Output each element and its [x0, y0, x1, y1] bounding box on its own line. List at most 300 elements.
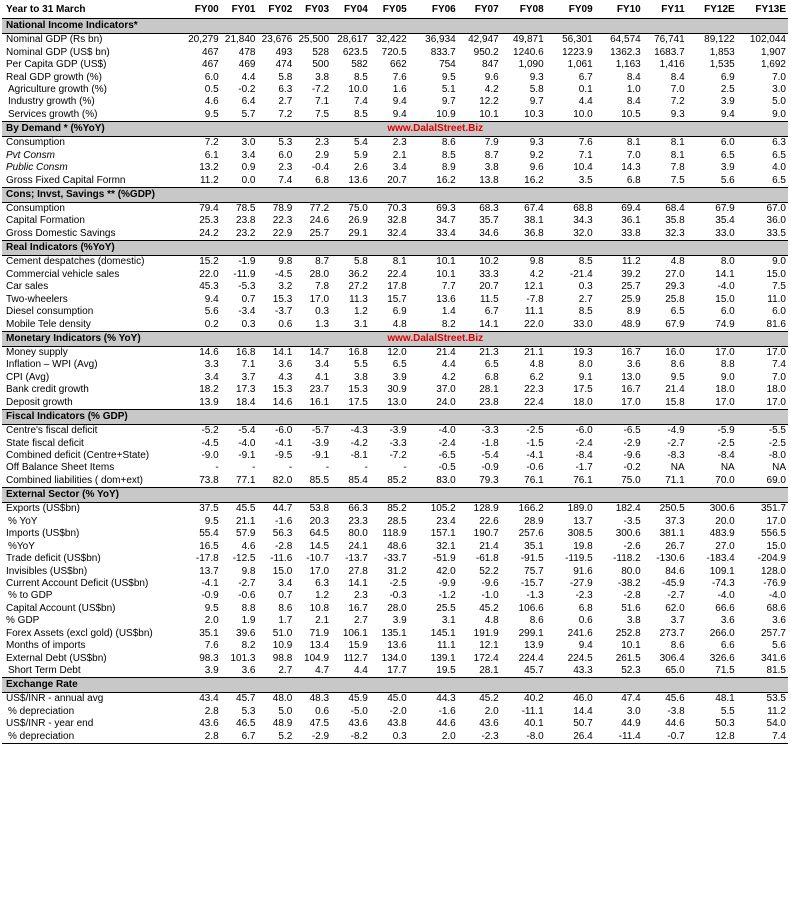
value-cell: -3.5 [623, 515, 641, 527]
value-cell: 101.3 [230, 652, 256, 664]
section-filler [184, 122, 370, 137]
value-cell: - [364, 462, 368, 474]
value-cell: 11.2 [767, 705, 786, 717]
value-cell: 36.1 [621, 215, 641, 227]
value-cell: 32.8 [387, 215, 407, 227]
value-cell: 4.8 [670, 256, 685, 268]
value-cell: -0.5 [438, 462, 456, 474]
value-cell: 10.2 [479, 256, 499, 268]
value-cell: -4.1 [526, 450, 544, 462]
value-cell: 6.8 [578, 602, 593, 614]
value-cell: -2.5 [768, 437, 786, 449]
value-cell: -2.5 [717, 437, 735, 449]
value-cell: 7.8 [670, 162, 685, 174]
value-cell: 9.4 [720, 108, 735, 120]
value-cell: 1,853 [709, 46, 735, 58]
value-cell: 50.3 [715, 718, 735, 730]
table-row [2, 215, 788, 227]
value-cell: 54.0 [766, 718, 786, 730]
value-cell: 25.5 [436, 602, 456, 614]
value-cell: 17.0 [766, 396, 786, 408]
row-label: Money supply [6, 346, 68, 358]
value-cell: -2.7 [238, 577, 256, 589]
value-cell: 257.6 [518, 528, 544, 540]
table-row [2, 615, 788, 627]
row-label: Pvt Consm [6, 149, 55, 161]
value-cell: 6.0 [772, 306, 786, 318]
value-cell: 79.4 [199, 203, 219, 215]
row-label: Consumption [6, 137, 65, 149]
row-label: Centre's fiscal deficit [6, 425, 98, 437]
row-label: Car sales [6, 281, 49, 293]
value-cell: 5.0 [772, 96, 786, 108]
value-cell: 28.9 [524, 515, 544, 527]
row-label: Deposit growth [6, 396, 73, 408]
value-cell: -9.6 [623, 450, 641, 462]
year-header: FY01 [221, 2, 258, 19]
row-label: Per Capita GDP (US$) [6, 59, 107, 71]
table-row [2, 718, 788, 730]
value-cell: 9.0 [772, 256, 786, 268]
table-row [2, 34, 788, 47]
row-label: % depreciation [8, 705, 75, 717]
value-cell: 3.2 [278, 281, 293, 293]
value-cell: 19.8 [573, 540, 593, 552]
value-cell: 44.7 [272, 503, 293, 515]
value-cell: -3.3 [389, 437, 407, 449]
table-row [2, 652, 788, 664]
value-cell: 17.3 [236, 384, 256, 396]
value-cell: 3.6 [772, 615, 786, 627]
value-cell: 5.4 [353, 137, 368, 149]
value-cell: 13.4 [309, 640, 330, 652]
value-cell: 8.5 [578, 306, 593, 318]
table-row [2, 162, 788, 174]
value-cell: 32.3 [665, 227, 685, 239]
table-row [2, 516, 788, 528]
value-cell: 12.1 [479, 640, 499, 652]
value-cell: 0.6 [578, 615, 593, 627]
value-cell: 2.5 [720, 83, 735, 95]
value-cell: 56.3 [272, 528, 293, 540]
table-body [2, 2, 788, 744]
value-cell: 15.2 [199, 256, 219, 268]
value-cell: -4.0 [438, 425, 456, 437]
value-cell: -9.0 [201, 450, 219, 462]
value-cell: 6.3 [315, 577, 330, 589]
section-filler [184, 19, 788, 34]
table-row [2, 424, 788, 437]
table-row [2, 372, 788, 384]
value-cell: 13.6 [387, 640, 407, 652]
value-cell: 52.3 [621, 665, 641, 677]
value-cell: 45.2 [479, 602, 499, 614]
value-cell: -119.5 [565, 553, 593, 565]
value-cell: 1.4 [441, 306, 456, 318]
year-header: FY05 [370, 2, 409, 19]
value-cell: 104.9 [304, 652, 330, 664]
value-cell: 8.1 [626, 137, 641, 149]
value-cell: 34.6 [479, 227, 499, 239]
value-cell: -9.5 [275, 450, 293, 462]
value-cell: 5.9 [353, 149, 368, 161]
value-cell: 720.5 [381, 46, 407, 58]
value-cell: 85.4 [348, 474, 368, 486]
row-label: Gross Domestic Savings [6, 227, 116, 239]
table-row [2, 109, 788, 122]
row-label: Mobile Tele density [6, 318, 91, 330]
value-cell: 4.8 [529, 359, 544, 371]
value-cell: 8.4 [626, 96, 641, 108]
table-row [2, 346, 788, 359]
value-cell: 9.8 [241, 565, 256, 577]
value-cell: 3.9 [720, 162, 735, 174]
value-cell: 51.0 [272, 627, 293, 639]
value-cell: 5.8 [353, 256, 368, 268]
value-cell: 2.0 [484, 705, 499, 717]
value-cell: 1.2 [353, 306, 368, 318]
value-cell: 106.1 [342, 627, 368, 639]
row-label: Combined liabilities ( dom+ext) [6, 474, 144, 486]
value-cell: 53.8 [309, 503, 330, 515]
value-cell: 5.1 [441, 83, 456, 95]
table-row [2, 71, 788, 83]
value-cell: 16.0 [665, 346, 685, 358]
value-cell: 28.1 [479, 384, 499, 396]
value-cell: 224.5 [567, 652, 593, 664]
value-cell: 1,907 [760, 46, 786, 58]
value-cell: 182.4 [615, 503, 641, 515]
value-cell: 4.4 [353, 665, 368, 677]
value-cell: 67.0 [766, 203, 786, 215]
value-cell: 13.6 [436, 293, 456, 305]
value-cell: 15.0 [715, 293, 735, 305]
section-title: Real Indicators (%YoY) [2, 241, 184, 256]
value-cell: -4.0 [768, 590, 786, 602]
value-cell: 6.9 [720, 71, 735, 83]
value-cell: 46.5 [236, 718, 256, 730]
row-label: Real GDP growth (%) [6, 71, 102, 83]
value-cell: 98.3 [199, 652, 219, 664]
value-cell: 9.4 [392, 108, 407, 120]
value-cell: 8.0 [720, 256, 735, 268]
row-label: Services growth (%) [8, 108, 98, 120]
table-row [2, 281, 788, 293]
row-label: Months of imports [6, 640, 86, 652]
value-cell: 266.0 [709, 627, 735, 639]
value-cell: 47.4 [621, 693, 641, 705]
value-cell: 190.7 [473, 528, 499, 540]
value-cell: -2.3 [575, 590, 593, 602]
table-row [2, 256, 788, 269]
value-cell: -2.4 [575, 437, 593, 449]
value-cell: 13.8 [479, 174, 499, 186]
value-cell: -13.7 [345, 553, 368, 565]
value-cell: 45.7 [524, 665, 544, 677]
value-cell: 381.1 [659, 528, 685, 540]
value-cell: 25.9 [621, 293, 641, 305]
section-header [2, 409, 788, 424]
value-cell: 3.1 [441, 615, 456, 627]
value-cell: 1.6 [392, 83, 407, 95]
value-cell: -8.3 [667, 450, 685, 462]
value-cell: 20,279 [188, 34, 219, 46]
value-cell: 6.9 [392, 306, 407, 318]
value-cell: 1240.6 [513, 46, 544, 58]
value-cell: -4.0 [238, 437, 256, 449]
value-cell: 71.1 [665, 474, 685, 486]
value-cell: -8.4 [575, 450, 593, 462]
value-cell: 33.5 [766, 227, 786, 239]
value-cell: 261.5 [615, 652, 641, 664]
value-cell: 4.6 [204, 96, 219, 108]
value-cell: 53.5 [766, 693, 786, 705]
value-cell: 6.0 [720, 306, 735, 318]
value-cell: -1.6 [275, 515, 293, 527]
section-title: Cons; Invst, Savings ** (%GDP) [2, 187, 184, 202]
value-cell: 5.8 [278, 71, 293, 83]
value-cell: 8.5 [353, 108, 368, 120]
value-cell: -5.4 [481, 450, 499, 462]
value-cell: 0.7 [241, 293, 256, 305]
value-cell: 68.3 [479, 203, 499, 215]
value-cell: 7.4 [772, 359, 786, 371]
row-label: State fiscal deficit [6, 437, 84, 449]
value-cell: 62.0 [665, 602, 685, 614]
value-cell: 5.2 [257, 731, 294, 744]
value-cell: -118.2 [613, 553, 641, 565]
row-label: Public Consm [6, 162, 68, 174]
table-row [2, 359, 788, 371]
table-row [2, 84, 788, 96]
value-cell: 6.2 [529, 371, 544, 383]
value-cell: 7.4 [353, 96, 368, 108]
value-cell: 128.0 [760, 565, 786, 577]
row-label: Agriculture growth (%) [8, 83, 107, 95]
row-label: Industry growth (%) [8, 96, 95, 108]
value-cell: 528 [312, 46, 330, 58]
value-cell: 24.2 [199, 227, 219, 239]
value-cell: 6.0 [204, 71, 219, 83]
value-cell: 20.7 [479, 281, 499, 293]
value-cell: 48.0 [272, 693, 293, 705]
section-header [2, 241, 788, 256]
value-cell: 64,574 [610, 34, 641, 46]
value-cell: 13.2 [199, 162, 219, 174]
value-cell: 250.5 [659, 503, 685, 515]
watermark: www.DalalStreet.Biz [370, 122, 501, 137]
value-cell: 847 [481, 59, 499, 71]
value-cell: -38.2 [617, 577, 641, 589]
value-cell: -2.8 [623, 590, 641, 602]
header-label: Year to 31 March [2, 2, 184, 19]
value-cell: 17.0 [621, 396, 641, 408]
value-cell: 1362.3 [610, 46, 641, 58]
value-cell: 2.7 [578, 293, 593, 305]
value-cell: 28,617 [337, 34, 368, 46]
value-cell: -6.0 [575, 425, 593, 437]
table-row [2, 59, 788, 71]
value-cell: 1,163 [615, 59, 641, 71]
year-header: FY02 [257, 2, 294, 19]
year-header: FY07 [458, 2, 501, 19]
value-cell: 6.7 [578, 71, 593, 83]
value-cell: 128.9 [473, 503, 499, 515]
value-cell: 76,741 [654, 34, 685, 46]
row-label: Short Term Debt [8, 665, 81, 677]
year-header: FY10 [595, 2, 643, 19]
value-cell: -5.3 [238, 281, 256, 293]
value-cell: 11.1 [437, 640, 456, 652]
value-cell: 2.8 [204, 705, 219, 717]
value-cell: 15.0 [766, 268, 786, 280]
section-header [2, 678, 788, 693]
value-cell: 9.3 [670, 108, 685, 120]
table-row [2, 150, 788, 162]
value-cell: 8.9 [626, 306, 641, 318]
value-cell: 10.1 [479, 108, 499, 120]
value-cell: 27.2 [348, 281, 368, 293]
value-cell: 308.5 [567, 528, 593, 540]
value-cell: 16.8 [236, 346, 256, 358]
value-cell: 3.0 [772, 83, 786, 95]
value-cell: - [288, 462, 293, 474]
year-header: FY13E [737, 2, 788, 19]
value-cell: 5.3 [241, 705, 256, 717]
value-cell: 9.0 [720, 371, 735, 383]
value-cell: 17.0 [309, 565, 330, 577]
value-cell: 43.8 [387, 718, 407, 730]
value-cell: 4.4 [441, 359, 456, 371]
value-cell: 191.9 [473, 627, 499, 639]
value-cell: 16.1 [309, 396, 330, 408]
value-cell: 8.7 [315, 256, 330, 268]
value-cell: 7.9 [484, 137, 499, 149]
row-label: Invisibles (US$bn) [6, 565, 88, 577]
value-cell: -2.9 [294, 731, 331, 744]
value-cell: 3.6 [720, 615, 735, 627]
value-cell: 26.7 [665, 540, 685, 552]
value-cell: 35.1 [524, 540, 544, 552]
value-cell: 83.0 [436, 474, 456, 486]
value-cell: 34.7 [436, 215, 456, 227]
value-cell: 1,692 [760, 59, 786, 71]
value-cell: 4.8 [484, 615, 499, 627]
value-cell: 662 [390, 59, 407, 71]
value-cell: 582 [351, 59, 368, 71]
value-cell: 9.3 [529, 71, 544, 83]
value-cell: NA [772, 462, 786, 474]
value-cell: 71.9 [309, 627, 330, 639]
value-cell: 48.1 [715, 693, 735, 705]
value-cell: 17.0 [309, 293, 330, 305]
value-cell: 483.9 [709, 528, 735, 540]
row-label: Cement despatches (domestic) [6, 256, 145, 268]
value-cell: 45.2 [479, 693, 499, 705]
value-cell: 13.9 [524, 640, 544, 652]
value-cell: 3.6 [241, 665, 256, 677]
value-cell: 22.4 [387, 268, 407, 280]
value-cell: -4.1 [201, 577, 219, 589]
value-cell: -11.4 [595, 731, 643, 744]
value-cell: 4.7 [315, 665, 330, 677]
value-cell: 81.5 [766, 665, 786, 677]
value-cell: 6.8 [484, 371, 499, 383]
value-cell: - [215, 462, 219, 474]
value-cell: 13.0 [621, 371, 641, 383]
year-header: FY08 [501, 2, 546, 19]
value-cell: 32,422 [376, 34, 407, 46]
value-cell: 7.7 [441, 281, 456, 293]
value-cell: 0.3 [578, 281, 593, 293]
value-cell: -6.5 [438, 450, 456, 462]
table-row [2, 665, 788, 678]
value-cell: 6.5 [772, 174, 786, 186]
value-cell: 85.5 [309, 474, 330, 486]
section-header [2, 122, 788, 137]
value-cell: 10.4 [573, 162, 593, 174]
table-row [2, 503, 788, 516]
value-cell: 6.0 [720, 137, 735, 149]
year-header: FY00 [184, 2, 221, 19]
value-cell: 5.0 [278, 705, 293, 717]
table-row [2, 269, 788, 281]
value-cell: 21.4 [665, 384, 685, 396]
row-label: Diesel consumption [6, 306, 94, 318]
value-cell: 4.1 [315, 371, 330, 383]
value-cell: 13.6 [348, 174, 368, 186]
watermark: www.DalalStreet.Biz [370, 331, 501, 346]
value-cell: 13.7 [573, 515, 593, 527]
value-cell: 73.8 [199, 474, 219, 486]
table-row [2, 540, 788, 552]
value-cell: 3.0 [626, 705, 641, 717]
section-filler [501, 122, 788, 137]
value-cell: 5.6 [772, 640, 786, 652]
table-row [2, 475, 788, 488]
value-cell: -3.8 [667, 705, 685, 717]
value-cell: 35.1 [199, 627, 219, 639]
value-cell: -4.9 [667, 425, 685, 437]
value-cell: 10.9 [436, 108, 456, 120]
row-label: US$/INR - year end [6, 718, 94, 730]
value-cell: 189.0 [567, 503, 593, 515]
value-cell: 3.8 [484, 162, 499, 174]
table-row [2, 628, 788, 640]
value-cell: 48.3 [309, 693, 330, 705]
value-cell: -2.5 [526, 425, 544, 437]
value-cell: 12.8 [687, 731, 737, 744]
section-filler [184, 488, 788, 503]
value-cell: -8.2 [331, 731, 370, 744]
value-cell: 2.1 [315, 615, 330, 627]
table-row [2, 565, 788, 577]
value-cell: 16.7 [348, 602, 368, 614]
value-cell: 257.7 [760, 627, 786, 639]
value-cell: 1.7 [278, 615, 293, 627]
value-cell: 8.6 [670, 640, 685, 652]
year-header: FY09 [546, 2, 595, 19]
section-title: Monetary Indicators (% YoY) [2, 331, 184, 346]
value-cell: 11.2 [199, 174, 219, 186]
value-cell: 20.0 [715, 515, 735, 527]
value-cell: -4.5 [275, 268, 293, 280]
value-cell: -2.8 [275, 540, 293, 552]
value-cell: 43.6 [348, 718, 368, 730]
value-cell: 1,090 [518, 59, 544, 71]
value-cell: 0.3 [315, 306, 330, 318]
table-row [2, 306, 788, 318]
